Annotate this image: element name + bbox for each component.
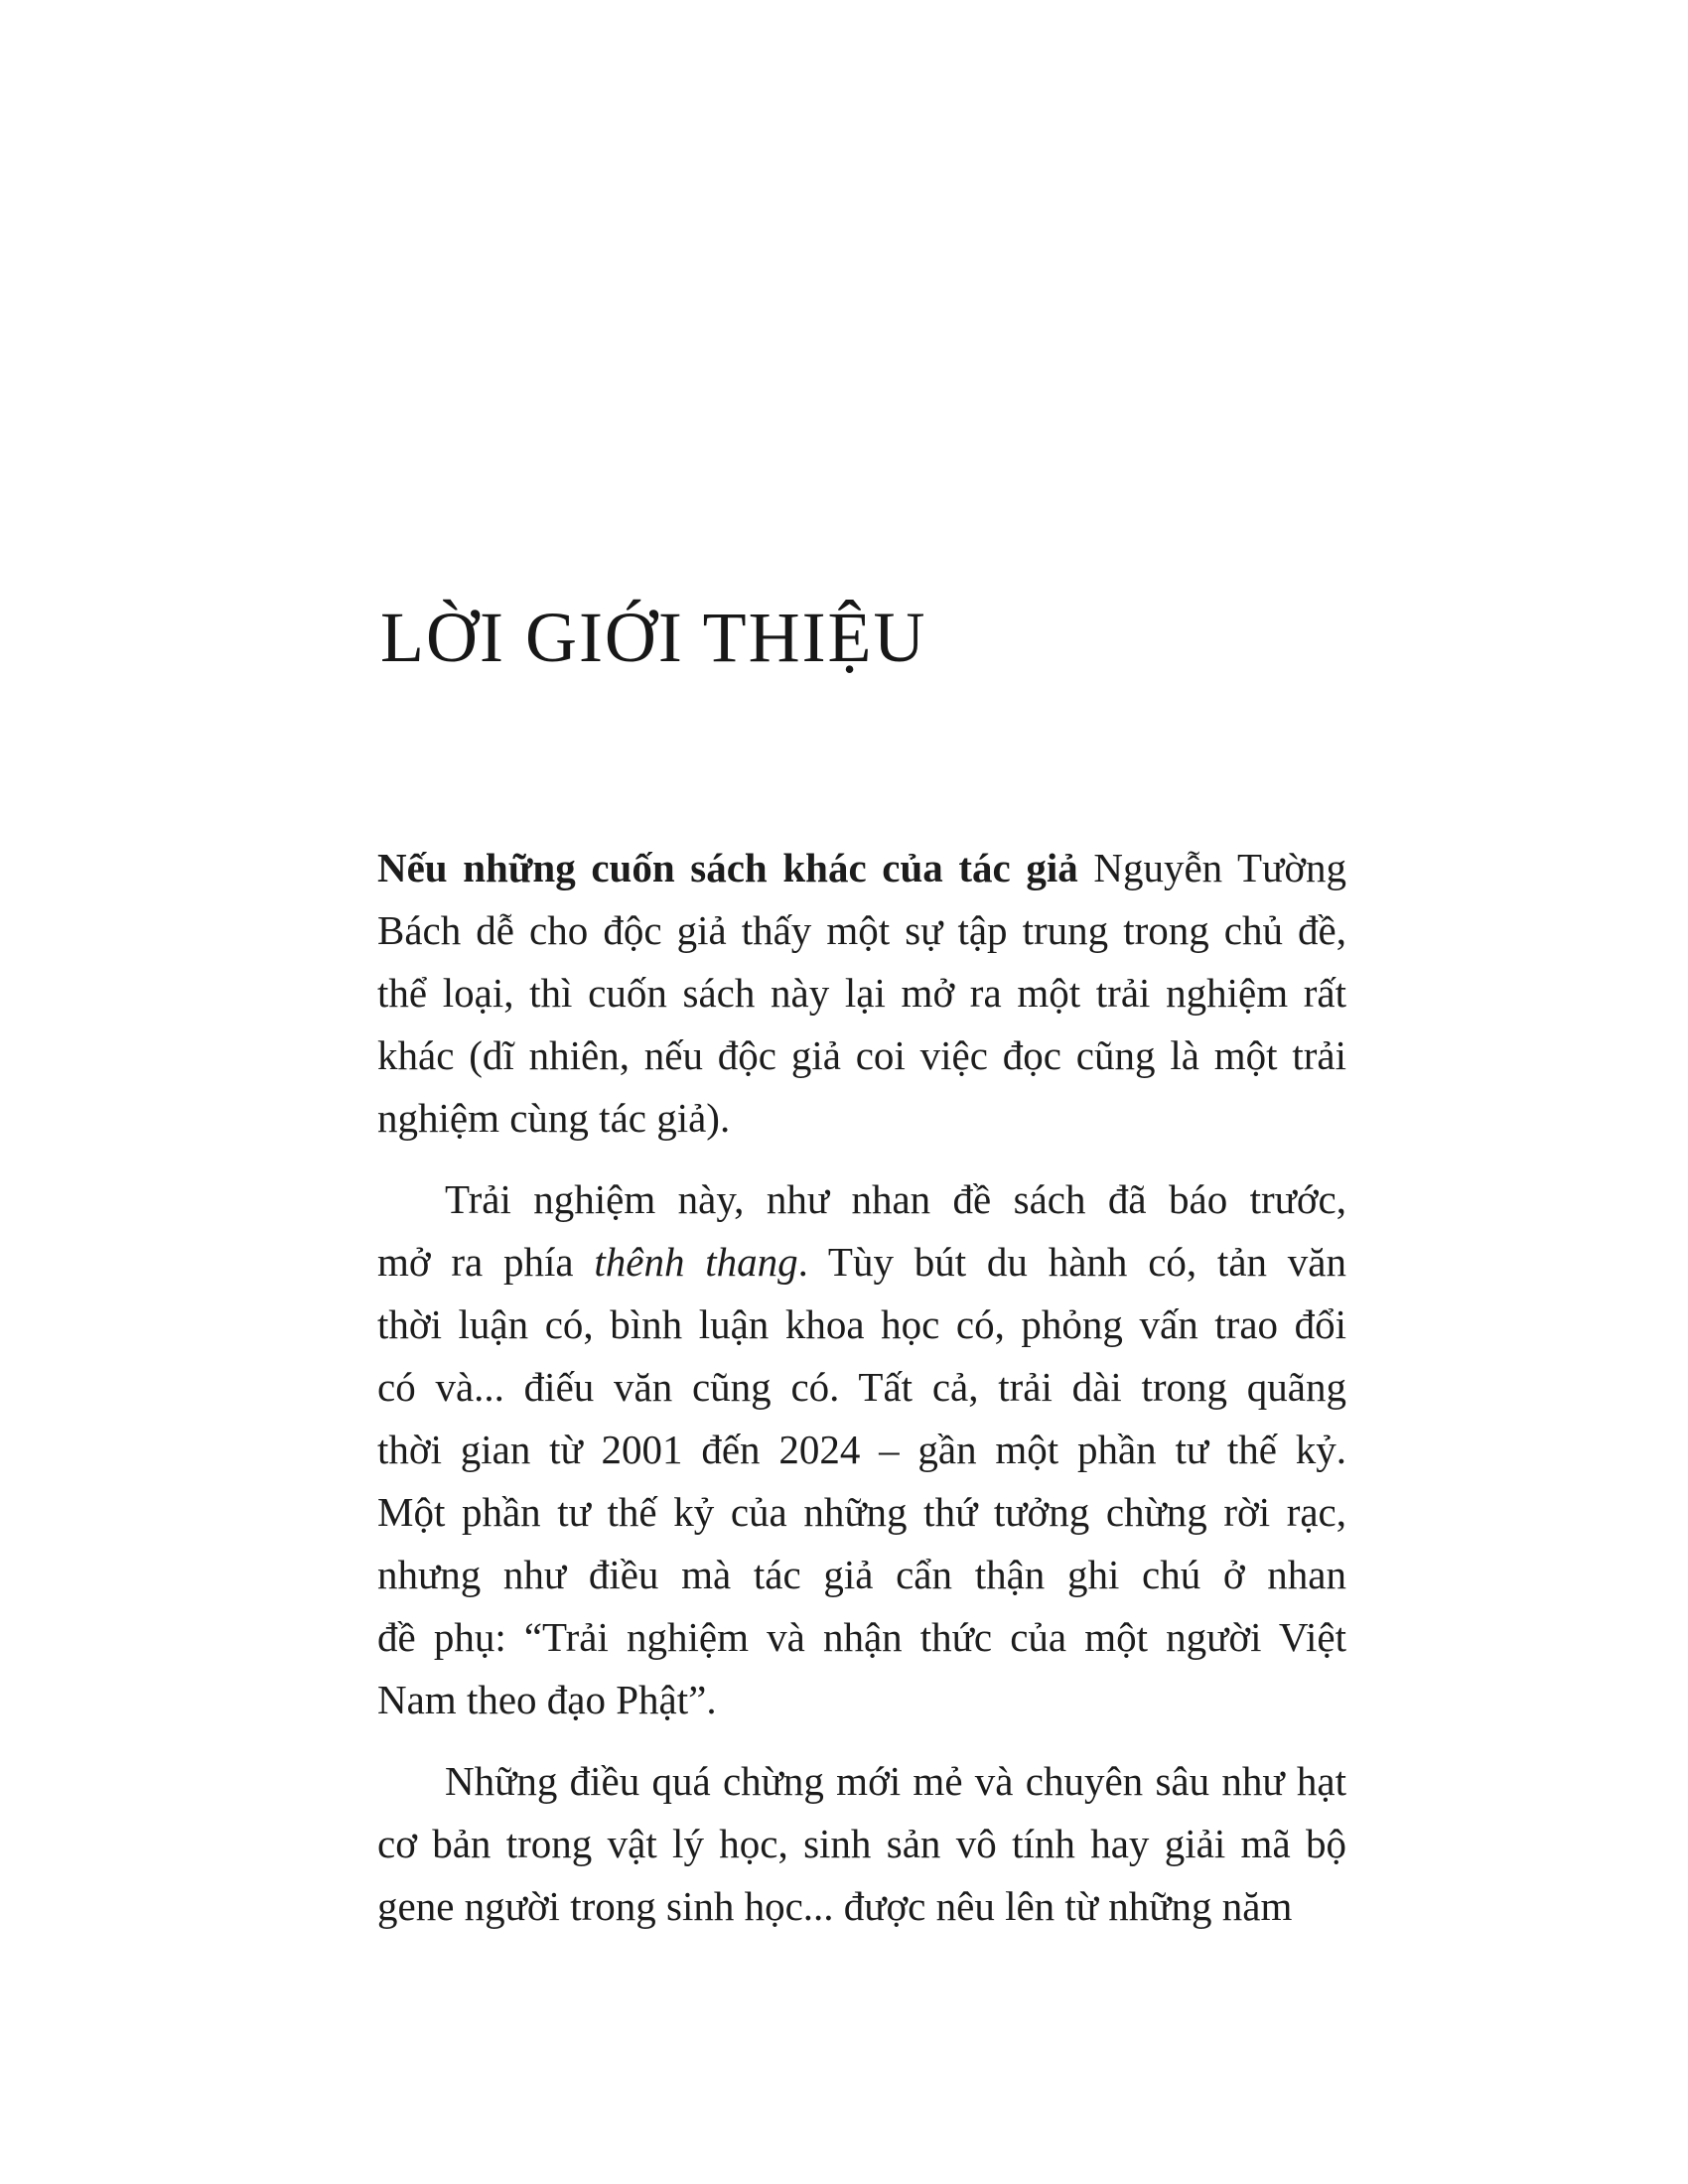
text-segment: . Tùy bút du hành có, tản văn xyxy=(797,1239,1346,1285)
text-segment: Bách dễ cho độc giả thấy một sự tập trung trong chủ đề, xyxy=(377,907,1346,953)
text-segment: Những điều quá chừng mới mẻ và chuyên sâu như hạt xyxy=(445,1758,1346,1804)
text-segment: Trải nghiệm này, như nhan đề sách đã báo trước, xyxy=(445,1176,1346,1222)
text-segment: Nguyễn Tường xyxy=(1077,845,1346,890)
text-segment: cơ bản trong vật lý học, sinh sản vô tính hay giải mã bộ xyxy=(377,1821,1346,1866)
text-segment: có và... điếu văn cũng có. Tất cả, trải dài trong quãng xyxy=(377,1364,1346,1410)
text-line xyxy=(377,837,1346,899)
text-segment: đề phụ: “Trải nghiệm và nhận thức của một người Việt xyxy=(377,1614,1346,1660)
text-line xyxy=(377,1750,1346,1813)
text-segment: gene người trong sinh học... được nêu lên từ những năm xyxy=(377,1883,1293,1929)
text-segment: Một phần tư thế kỷ của những thứ tưởng chừng rời rạc, xyxy=(377,1489,1346,1535)
body-text xyxy=(377,837,1346,1938)
paragraph xyxy=(377,1750,1346,1938)
paragraph xyxy=(377,1168,1346,1731)
text-line xyxy=(377,962,1346,1024)
text-line xyxy=(377,1168,1346,1231)
chapter-title: LỜI GIỚI THIỆU xyxy=(380,598,927,677)
text-line xyxy=(377,1294,1346,1356)
text-line xyxy=(377,1544,1346,1606)
text-line xyxy=(377,1813,1346,1875)
text-segment: thời luận có, bình luận khoa học có, phỏng vấn trao đổi xyxy=(377,1301,1346,1347)
text-segment: nhưng như điều mà tác giả cẩn thận ghi chú ở nhan xyxy=(377,1552,1346,1597)
text-line xyxy=(377,1481,1346,1544)
text-segment: thời gian từ 2001 đến 2024 – gần một phần tư thế kỷ. xyxy=(377,1427,1346,1472)
text-segment: nghiệm cùng tác giả). xyxy=(377,1095,731,1141)
paragraph xyxy=(377,837,1346,1150)
text-line xyxy=(377,1356,1346,1419)
text-segment: Nếu những cuốn sách khác của tác giả xyxy=(377,845,1078,890)
text-line xyxy=(377,899,1346,962)
text-line xyxy=(377,1606,1346,1669)
text-line xyxy=(377,1669,1346,1731)
text-line xyxy=(377,1875,1346,1938)
text-segment: khác (dĩ nhiên, nếu độc giả coi việc đọc cũng là một trải xyxy=(377,1032,1346,1078)
text-line xyxy=(377,1231,1346,1294)
text-line xyxy=(377,1087,1346,1150)
text-segment: Nam theo đạo Phật”. xyxy=(377,1677,717,1722)
text-line xyxy=(377,1024,1346,1087)
text-segment: thênh thang xyxy=(594,1239,798,1285)
text-line xyxy=(377,1419,1346,1481)
text-segment: thể loại, thì cuốn sách này lại mở ra một trải nghiệm rất xyxy=(377,970,1346,1016)
text-segment: mở ra phía xyxy=(377,1239,595,1285)
